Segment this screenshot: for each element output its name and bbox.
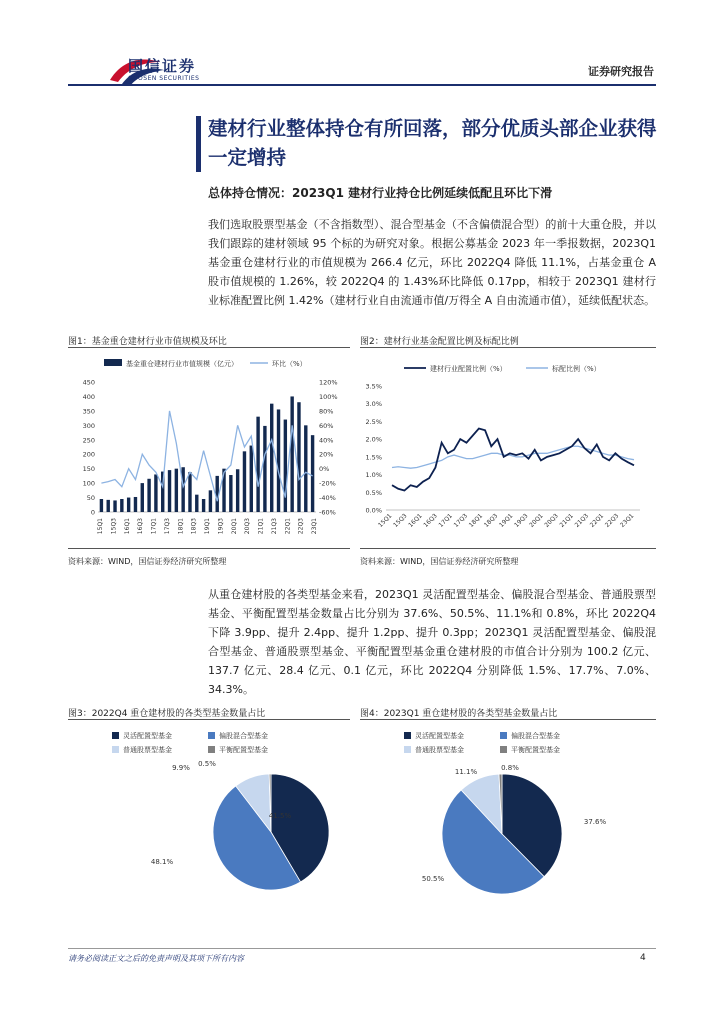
legend-label-1: 灵活配置型基金 [415,732,464,740]
x-tick-label: 22Q3 [297,518,305,535]
legend-label-4: 平衡配置型基金 [511,746,560,754]
legend-label-2: 偏股混合型基金 [511,732,560,740]
figure-3-caption: 图3：2022Q4 重仓建材股的各类型基金数量占比 [68,709,266,719]
y-tick-label: 1.0% [365,471,382,480]
x-tick-label: 19Q1 [204,518,211,535]
x-tick-label: 16Q3 [137,518,145,535]
x-tick-label: 19Q3 [513,512,530,529]
bar-market-value [311,435,314,512]
y-left-tick-label: 450 [82,378,95,387]
y-left-tick-label: 250 [82,436,95,445]
figure-4-pie-chart [360,722,656,902]
x-tick-label: 17Q1 [150,518,158,535]
bar-market-value [229,475,232,512]
legend-swatch-1 [112,732,119,739]
body-paragraph-1: 我们选取股票型基金（不含指数型）、混合型基金（不含偏债混合型）的前十大重仓股，并以我们跟踪的建材领域 95 个标的为研究对象。根据公募基金 2023 年一季报数据，2023Q1 基金重仓建材行业的市值规模为 266.4 亿元，环比 2022Q4 降低 11.1%，占基金重仓 A 股市值规模的 1.26%，较 2022Q4 的 1.43%环比降低 0.17pp，相较于 2023Q1 建材行业标准配置比例 1.42%（建材行业自由流通市值/万得全 A 自由流通市值），延续低配状态。 [208,218,656,307]
figure-3-top-rule [68,719,350,720]
figure-3-pie-chart [68,722,350,902]
legend-swatch-2 [208,732,215,739]
figure-2-caption: 图2：建材行业基金配置比例及标配比例 [360,337,519,347]
bar-market-value [202,499,205,512]
x-tick-label: 15Q3 [110,518,118,535]
x-tick-label: 17Q3 [163,518,171,535]
y-right-tick-label: -40% [319,494,336,503]
bar-market-value [141,483,144,512]
figure-1-chart [68,352,360,542]
bar-market-value [277,409,280,512]
x-tick-label: 17Q3 [452,512,470,529]
line-allocation-ratio [392,429,634,491]
bar-market-value [168,470,171,512]
bar-market-value [195,495,198,512]
y-right-tick-label: -60% [319,508,336,517]
x-tick-label: 20Q1 [528,512,545,529]
x-tick-label: 18Q3 [482,512,500,529]
pie-data-label-2: 48.1% [150,858,174,866]
x-tick-label: 21Q1 [558,512,575,529]
bar-market-value [250,446,253,512]
report-type-label: 证券研究报告 [588,65,654,78]
page-number: 4 [640,953,646,963]
x-tick-label: 20Q3 [244,518,252,535]
pie-data-label-4: 0.5% [198,760,216,768]
figure-2-top-rule [360,347,656,348]
legend-label-3: 普通股票型基金 [415,746,464,754]
y-right-tick-label: 80% [319,407,334,416]
legend-label-allocation: 建材行业配置比例（%） [430,365,507,373]
x-tick-label: 23Q1 [311,518,318,535]
y-tick-label: 1.5% [365,453,382,462]
y-left-tick-label: 400 [82,392,95,401]
x-tick-label: 21Q3 [270,518,278,535]
x-tick-label: 22Q1 [284,518,292,535]
bar-market-value [290,396,293,512]
y-left-tick-label: 300 [82,421,95,430]
figure-4-caption: 图4：2023Q1 重仓建材股的各类型基金数量占比 [360,709,558,719]
x-tick-label: 23Q1 [619,512,636,529]
x-tick-label: 19Q3 [217,518,225,535]
y-right-tick-label: 120% [319,378,338,387]
pie-data-label-2: 50.5% [421,875,445,883]
x-tick-label: 20Q3 [543,512,560,529]
body-paragraph-2: 从重仓建材股的各类型基金来看，2023Q1 灵活配置型基金、偏股混合型基金、普通股票型基金、平衡配置型基金数量占比分别为 37.6%、50.5%、11.1%和 0.8%，环比 2022Q4 下降 3.9pp、提升 2.4pp、提升 1.2pp、提升 0.3pp；2023Q1 灵活配置型基金、偏股混合型基金、普通股票型基金、平衡配置型基金重仓建材股的市值合计分别为 100.2 亿元、137.7 亿元、28.4 亿元、0.1 亿元，环比 2022Q4 分别降低 1.5%、17.7%、7.0%、34.3%。 [208,588,656,696]
bar-market-value [256,417,259,512]
legend-swatch-4 [500,746,507,753]
x-tick-label: 21Q1 [257,518,265,535]
bar-market-value [127,498,130,512]
legend-label-2: 偏股混合型基金 [219,732,268,740]
y-tick-label: 2.5% [365,417,382,426]
logo-text: 国信证券 [128,57,197,75]
y-tick-label: 3.5% [365,382,382,391]
y-tick-label: 2.0% [365,435,382,444]
y-tick-label: 3.0% [365,400,382,409]
legend-swatch-4 [208,746,215,753]
x-tick-label: 16Q3 [422,512,439,529]
x-tick-label: 22Q1 [588,512,606,529]
y-right-tick-label: 0% [319,465,330,474]
x-tick-label: 16Q1 [407,512,424,529]
figure-1-top-rule [68,347,350,348]
figure-1-caption: 图1：基金重仓建材行业市值规模及环比 [68,337,227,347]
y-left-tick-label: 50 [86,494,95,503]
legend-swatch-3 [112,746,119,753]
y-tick-label: 0.0% [365,506,382,515]
x-tick-label: 16Q1 [123,518,131,535]
bar-market-value [284,420,287,512]
line-qoq-change [101,411,312,501]
pie-data-label-1: 37.6% [583,818,607,826]
legend-swatch-1 [404,732,411,739]
bar-market-value [134,497,137,512]
figure-1-bottom-rule [68,548,350,549]
pie-data-label-3: 9.9% [172,764,190,772]
y-left-tick-label: 0 [90,508,95,517]
bar-market-value [107,500,110,512]
legend-label-line: 环比（%） [272,360,307,368]
y-right-tick-label: 100% [319,392,338,401]
legend-label-bars: 基金重仓建材行业市值规模（亿元） [126,360,238,368]
x-tick-label: 18Q3 [190,518,198,535]
y-right-tick-label: -20% [319,479,336,488]
bar-market-value [100,499,103,512]
logo-english: GUOSEN SECURITIES [128,75,200,82]
bar-market-value [147,479,150,512]
figure-2-source: 资料来源：WIND，国信证券经济研究所整理 [360,557,519,566]
y-left-tick-label: 350 [82,407,95,416]
bar-market-value [120,499,123,512]
legend-label-3: 普通股票型基金 [123,746,172,754]
footer-disclaimer: 请务必阅读正文之后的免责声明及其项下所有内容 [68,954,244,963]
title-accent-bar [196,116,201,172]
legend-swatch-bars [104,359,122,366]
figure-2-chart [360,352,656,542]
y-left-tick-label: 100 [82,479,95,488]
bar-market-value [263,426,266,512]
pie-data-label-3: 11.1% [454,768,478,776]
x-tick-label: 17Q1 [437,512,454,529]
footer-divider [68,948,656,949]
bar-market-value [297,402,300,512]
bar-market-value [181,467,184,512]
bar-market-value [209,490,212,512]
x-tick-label: 19Q1 [498,512,515,529]
bar-market-value [175,469,178,512]
x-tick-label: 22Q3 [603,512,621,529]
x-tick-label: 15Q3 [392,512,409,529]
figure-1-source: 资料来源：WIND，国信证券经济研究所整理 [68,557,227,566]
line-standard-ratio [392,446,634,468]
bar-market-value [188,472,191,512]
x-tick-label: 21Q3 [573,512,591,529]
y-tick-label: 0.5% [365,488,382,497]
legend-label-1: 灵活配置型基金 [123,732,172,740]
pie-data-label-4: 0.8% [501,764,519,772]
legend-label-4: 平衡配置型基金 [219,746,268,754]
bar-market-value [304,425,307,512]
y-right-tick-label: 40% [319,436,334,445]
subsection-title: 总体持仓情况：2023Q1 建材行业持仓比例延续低配且环比下滑 [208,186,553,200]
legend-swatch-3 [404,746,411,753]
y-left-tick-label: 150 [82,465,95,474]
y-left-tick-label: 200 [82,450,95,459]
bar-market-value [113,500,116,512]
figure-4-top-rule [360,719,656,720]
figure-2-bottom-rule [360,548,656,549]
x-tick-label: 18Q1 [177,518,185,535]
y-right-tick-label: 60% [319,421,334,430]
y-right-tick-label: 20% [319,450,334,459]
x-tick-label: 15Q1 [97,518,104,535]
bar-market-value [270,404,273,512]
section-title: 建材行业整体持仓有所回落，部分优质头部企业获得一定增持 [208,117,657,169]
x-tick-label: 15Q1 [377,512,394,529]
bar-market-value [236,469,239,512]
x-tick-label: 18Q1 [467,512,485,529]
pie-data-label-1: 41.5% [268,812,292,820]
legend-swatch-2 [500,732,507,739]
legend-label-standard: 标配比例（%） [552,365,601,373]
header-divider [68,84,656,86]
bar-market-value [243,451,246,512]
bar-market-value [154,474,157,512]
x-tick-label: 20Q1 [230,518,238,535]
